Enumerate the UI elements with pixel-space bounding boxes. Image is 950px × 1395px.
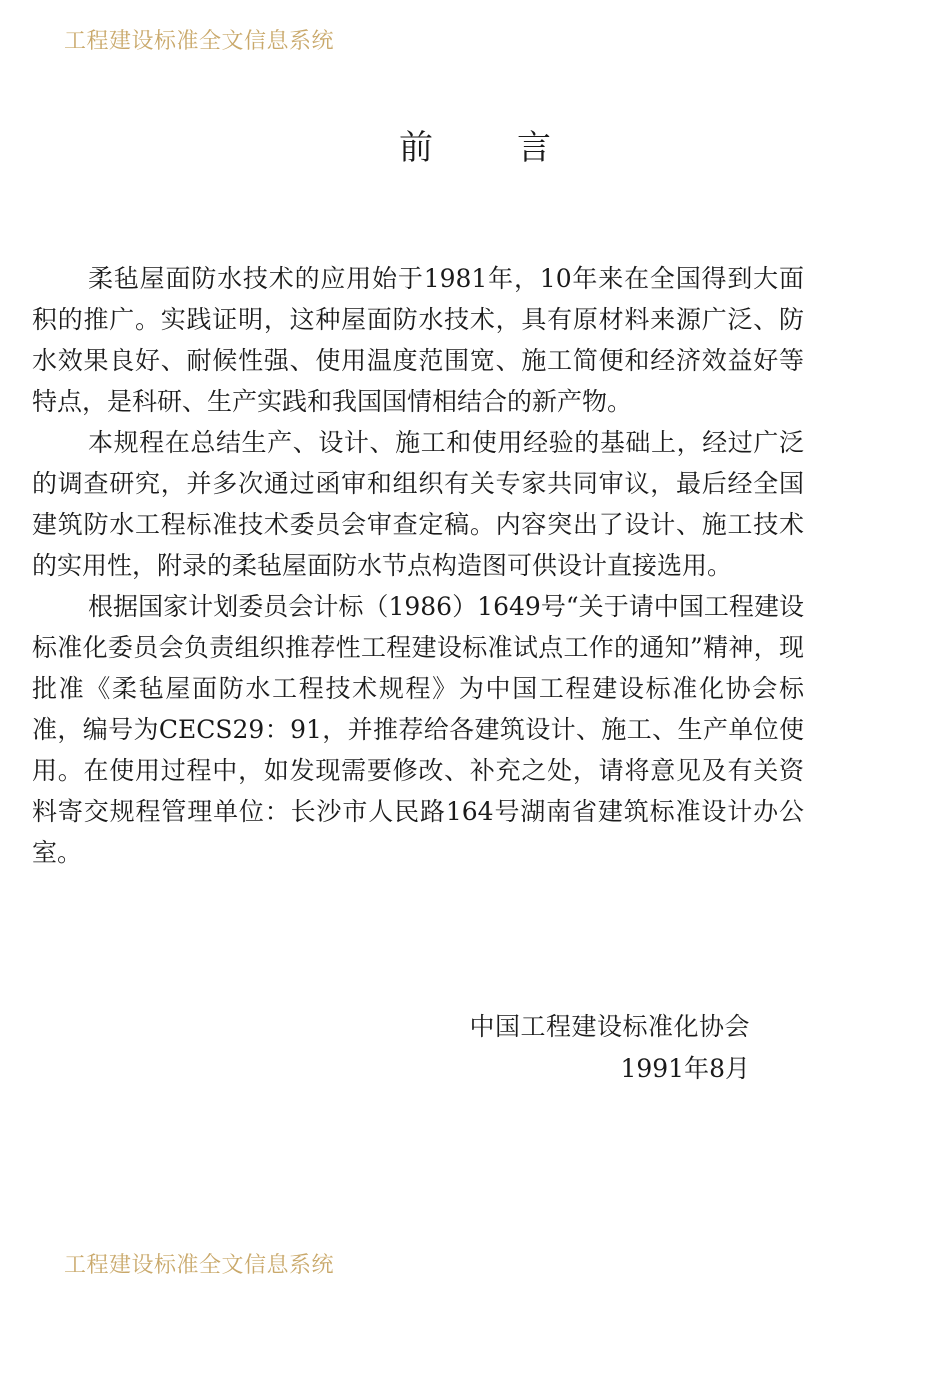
paragraph-2: 本规程在总结生产、设计、施工和使用经验的基础上，经过广泛的调查研究，并多次通过函审和组织有关专家共同审议，最后经全国建筑防水工程标准技术委员会审查定稿。内容突出了设计、施工技术的实用性，附录的柔毡屋面防水节点构造图可供设计直接选用。	[32, 428, 804, 580]
watermark-footer: 工程建设标准全文信息系统	[64, 1253, 335, 1278]
watermark-header: 工程建设标准全文信息系统	[64, 29, 335, 54]
signature-organization: 中国工程建设标准化协会	[469, 1012, 750, 1041]
title-char-left: 前	[399, 128, 433, 168]
paragraph-1: 柔毡屋面防水技术的应用始于1981年，10年来在全国得到大面积的推广。实践证明，这种屋面防水技术，具有原材料来源广泛、防水效果良好、耐候性强、使用温度范围宽、施工简便和经济效益好等特点，是科研、生产实践和我国国情相结合的新产物。	[32, 264, 804, 416]
signature-block	[420, 1006, 750, 1090]
page-title	[0, 126, 950, 170]
signature-date: 1991年8月	[620, 1054, 750, 1083]
paragraph-3: 根据国家计划委员会计标（1986）1649号“关于请中国工程建设标准化委员会负责组织推荐性工程建设标准试点工作的通知”精神，现批准《柔毡屋面防水工程技术规程》为中国工程建设标准化协会标准，编号为CECS29：91，并推荐给各建筑设计、施工、生产单位使用。在使用过程中，如发现需要修改、补充之处，请将意见及有关资料寄交规程管理单位：长沙市人民路164号湖南省建筑标准设计办公室。	[32, 592, 804, 867]
foreword-body	[32, 258, 804, 873]
title-char-right: 言	[517, 128, 551, 168]
